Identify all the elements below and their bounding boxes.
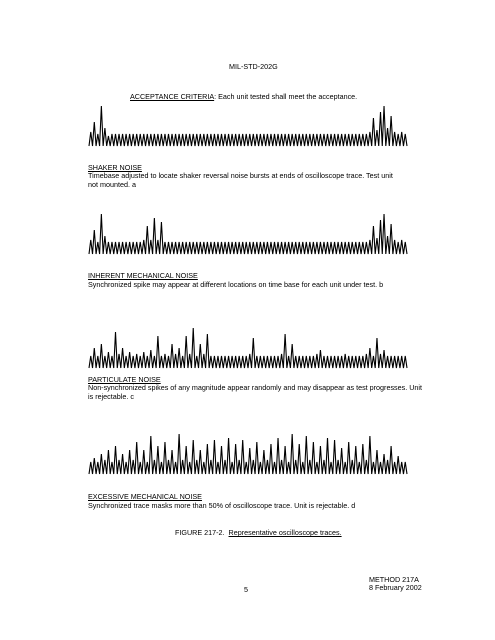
oscilloscope-trace-a	[88, 104, 408, 148]
section-title-inherent-mechanical-noise: INHERENT MECHANICAL NOISE	[88, 271, 198, 280]
trace-line	[89, 214, 407, 254]
section-text-particulate-noise-line1: Non-synchronized spikes of any magnitude appear randomly and may disappear as test progresses. Unit	[88, 383, 422, 392]
section-title-excessive-mechanical-noise: EXCESSIVE MECHANICAL NOISE	[88, 492, 202, 501]
acceptance-text: : Each unit tested shall meet the acceptance.	[214, 92, 358, 101]
figure-caption	[175, 528, 342, 537]
section-text-particulate-noise-line2: is rejectable. c	[88, 392, 134, 401]
trace-line	[89, 434, 407, 474]
footer-date: 8 February 2002	[369, 583, 422, 592]
acceptance-criteria	[130, 92, 357, 101]
figure-caption-title: Representative oscilloscope traces.	[228, 528, 342, 537]
document-id: MIL-STD-202G	[229, 62, 278, 71]
acceptance-label: ACCEPTANCE CRITERIA	[130, 92, 215, 101]
trace-line	[89, 106, 407, 146]
section-text-shaker-noise-line2: not mounted. a	[88, 180, 136, 189]
section-text-inherent-mechanical-noise-line1: Synchronized spike may appear at different locations on time base for each unit under test. b	[88, 280, 384, 289]
section-text-shaker-noise-line1: Timebase adjusted to locate shaker reversal noise bursts at ends of oscilloscope trace. Test unit	[88, 171, 393, 180]
page-number: 5	[244, 585, 248, 594]
figure-caption-prefix: FIGURE 217-2.	[175, 528, 225, 537]
trace-line	[89, 328, 407, 368]
oscilloscope-trace-d	[88, 432, 408, 476]
footer-method: METHOD 217A	[369, 575, 419, 584]
oscilloscope-trace-b	[88, 212, 408, 256]
section-title-shaker-noise: SHAKER NOISE	[88, 163, 142, 172]
section-title-particulate-noise: PARTICULATE NOISE	[88, 375, 161, 384]
oscilloscope-trace-c	[88, 326, 408, 370]
section-text-excessive-mechanical-noise-line1: Synchronized trace masks more than 50% of oscilloscope trace. Unit is rejectable. d	[88, 501, 356, 510]
